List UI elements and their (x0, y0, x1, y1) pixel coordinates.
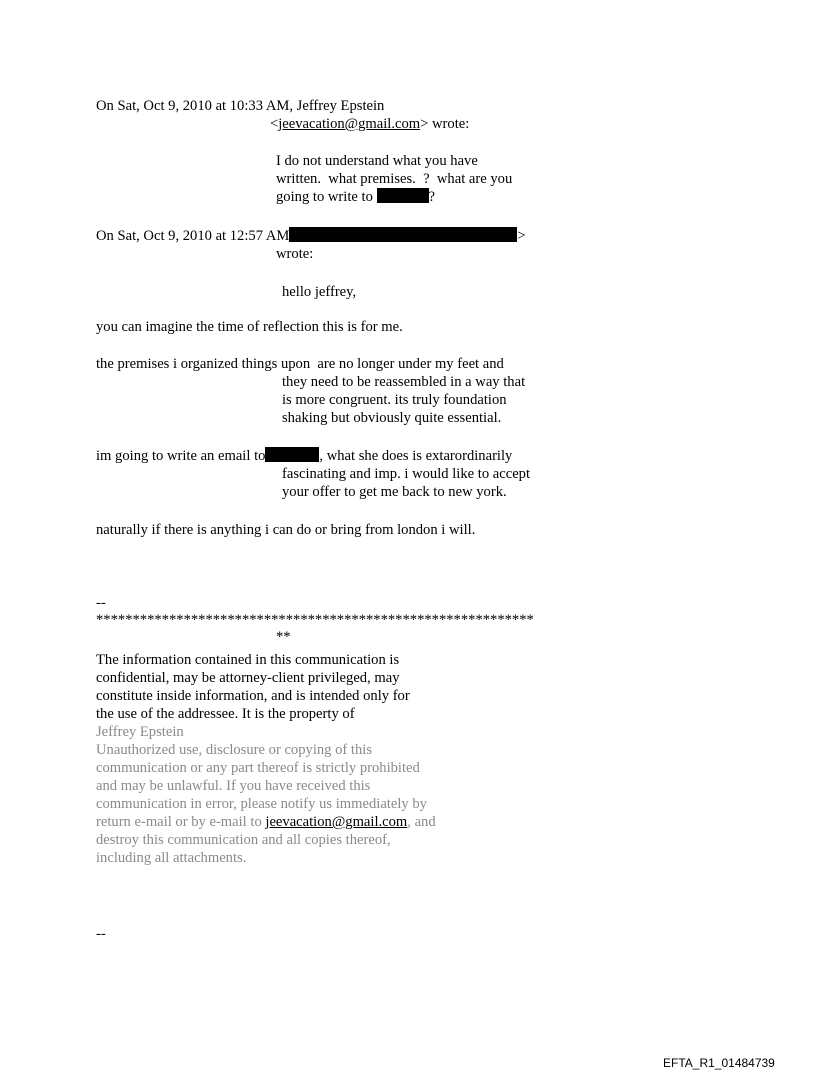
redaction-box (289, 227, 517, 242)
disclaimer-gray-line-5: communication in error, please notify us immediately by (96, 796, 427, 812)
greeting: hello jeffrey, (282, 284, 357, 300)
disclaimer-gray-line-2: Unauthorized use, disclosure or copying of this (96, 742, 373, 758)
reply-line-1: I do not understand what you have (276, 153, 478, 169)
redaction-box (265, 447, 319, 462)
sender-email-link[interactable]: jeevacation@gmail.com (278, 116, 421, 132)
paragraph-3-suffix: , what she does is extarordinarily (319, 448, 513, 464)
disclaimer-gray-line-1: Jeffrey Epstein (96, 724, 184, 740)
reply-line-3-suffix: ? (428, 189, 436, 205)
lt-sign: < (270, 116, 279, 132)
redaction-box (377, 188, 429, 203)
disclaimer-gray-line-4: and may be unlawful. If you have received this (96, 778, 371, 794)
disclaimer-line-1: The information contained in this communication is (96, 652, 400, 668)
reply-line-2: written. what premises. ? what are you (276, 171, 513, 187)
disclaimer-gray-line-8: including all attachments. (96, 850, 247, 866)
quote-header-2 (96, 227, 526, 245)
disclaimer-gray-line-6 (96, 813, 436, 831)
paragraph-2-line-3: is more congruent. its truly foundation (282, 392, 507, 408)
return-suffix: , and (407, 814, 436, 830)
return-prefix: return e-mail or by e-mail to (96, 814, 266, 830)
disclaimer-line-4: the use of the addressee. It is the property of (96, 706, 355, 722)
signature-stars: ************************************************************ (96, 612, 534, 628)
paragraph-2-line-1: the premises i organized things upon are no longer under my feet and (96, 356, 504, 372)
gt-sign: > (517, 228, 526, 244)
quote-header-1: On Sat, Oct 9, 2010 at 10:33 AM, Jeffrey Epstein (96, 98, 385, 114)
paragraph-4: naturally if there is anything i can do or bring from london i will. (96, 522, 476, 538)
quote-header-2-date: On Sat, Oct 9, 2010 at 12:57 AM (96, 228, 290, 244)
wrote-label: > wrote: (420, 116, 470, 132)
reply-line-3 (276, 188, 435, 206)
wrote-label-2: wrote: (276, 246, 314, 262)
paragraph-3-line-2: fascinating and imp. i would like to accept (282, 466, 531, 482)
end-dashes: -- (96, 926, 106, 942)
paragraph-3-line-3: your offer to get me back to new york. (282, 484, 507, 500)
disclaimer-line-3: constitute inside information, and is intended only for (96, 688, 410, 704)
paragraph-2-line-4: shaking but obviously quite essential. (282, 410, 502, 426)
signature-stars-2: ** (276, 629, 291, 645)
disclaimer-gray-line-3: communication or any part thereof is strictly prohibited (96, 760, 420, 776)
disclaimer-gray-line-7: destroy this communication and all copies thereof, (96, 832, 391, 848)
disclaimer-email-link[interactable]: jeevacation@gmail.com (265, 814, 408, 830)
paragraph-1: you can imagine the time of reflection this is for me. (96, 319, 403, 335)
bates-number: EFTA_R1_01484739 (663, 1056, 775, 1070)
quote-header-1-email-line (270, 115, 469, 133)
paragraph-3-line-1 (96, 447, 512, 465)
disclaimer-line-2: confidential, may be attorney-client privileged, may (96, 670, 400, 686)
paragraph-2-line-2: they need to be reassembled in a way that (282, 374, 526, 390)
paragraph-3-prefix: im going to write an email to (96, 448, 266, 464)
reply-line-3-prefix: going to write to (276, 189, 377, 205)
signature-dashes: -- (96, 595, 106, 611)
